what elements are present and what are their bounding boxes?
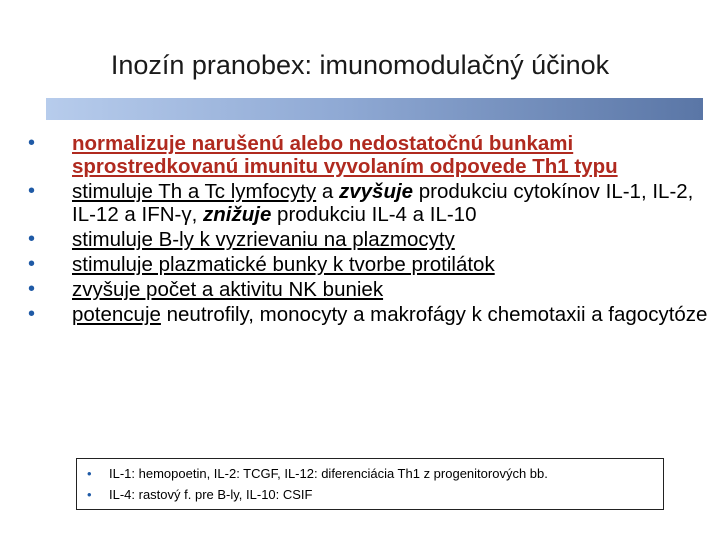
footnote-item-1 bbox=[87, 463, 653, 484]
bullet-text: produkciu IL-4 a IL-10 bbox=[271, 203, 477, 226]
bullet-item-3 bbox=[28, 228, 708, 251]
footnote-box bbox=[76, 458, 664, 510]
footnote-list bbox=[87, 463, 653, 505]
bullet-dot-icon: • bbox=[28, 132, 36, 154]
bullet-item-2 bbox=[28, 180, 708, 226]
bullet-text: stimuluje plazmatické bunky k tvorbe protilátok bbox=[72, 253, 495, 276]
bullet-dot-icon: • bbox=[87, 487, 92, 502]
bullet-text: neutrofily, monocyty a makrofágy k chemotaxii a fagocytóze bbox=[160, 303, 708, 326]
bullet-dot-icon: • bbox=[28, 180, 36, 202]
bullet-item-6 bbox=[28, 303, 708, 326]
bullet-dot-icon: • bbox=[28, 278, 36, 300]
bullet-text: produkciu cytokínov IL-1, IL-2, IL-12 a IFN-γ, bbox=[72, 180, 694, 226]
bullet-text: a bbox=[316, 180, 339, 203]
bullet-item-5 bbox=[28, 278, 708, 301]
bullet-item-1 bbox=[28, 132, 708, 178]
title-underline-bar bbox=[46, 98, 703, 120]
slide-title: Inozín pranobex: imunomodulačný účinok bbox=[110, 50, 610, 80]
footnote-text: IL-4: rastový f. pre B-ly, IL-10: CSIF bbox=[109, 487, 313, 502]
bullet-item-4 bbox=[28, 253, 708, 276]
bullet-text: zvyšuje počet a aktivitu NK buniek bbox=[72, 278, 384, 301]
bullet-dot-icon: • bbox=[28, 253, 36, 275]
footnote-text: IL-1: hemopoetin, IL-2: TCGF, IL-12: diferenciácia Th1 z progenitorových bb. bbox=[109, 466, 548, 481]
bullet-text: stimuluje B-ly k vyzrievaniu na plazmocyty bbox=[72, 228, 455, 251]
bullet-text-emphasis: znižuje bbox=[203, 203, 272, 226]
bullet-text-underlined: potencuje bbox=[72, 303, 161, 326]
bullet-list bbox=[28, 132, 708, 328]
bullet-text-underlined: stimuluje Th a Tc lymfocyty bbox=[72, 180, 317, 203]
bullet-text: normalizuje narušenú alebo nedostatočnú bunkami sprostredkovanú imunitu vyvolaním odpovede Th1 typu bbox=[72, 132, 618, 178]
bullet-text-emphasis: zvyšuje bbox=[338, 180, 414, 203]
bullet-dot-icon: • bbox=[28, 303, 36, 325]
bullet-dot-icon: • bbox=[28, 228, 36, 250]
bullet-dot-icon: • bbox=[87, 466, 92, 481]
footnote-item-2 bbox=[87, 484, 653, 505]
